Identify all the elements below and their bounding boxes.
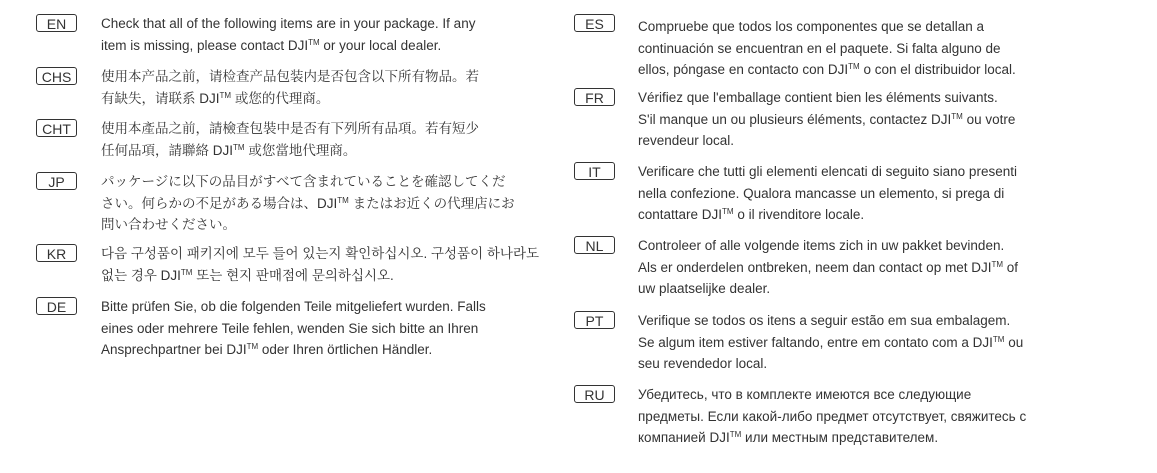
text-line: 使用本产品之前，请检查产品包装内是否包含以下所有物品。若 (101, 69, 479, 84)
entry-text (101, 66, 479, 109)
text-line: Bitte prüfen Sie, ob die folgenden Teile mitgeliefert wurden. Falls (101, 299, 486, 314)
language-code-badge: KR (36, 244, 77, 262)
language-code-badge: ES (574, 14, 615, 32)
language-code-badge: CHS (36, 67, 77, 85)
entry-text (638, 310, 1023, 375)
entry-text (101, 118, 479, 161)
text-line: ellos, póngase en contacto con DJI™ o con el distribuidor local. (638, 62, 1016, 77)
language-code-badge: JP (36, 172, 77, 190)
entry-text (638, 16, 1016, 81)
text-line: 有缺失，请联系 DJI™ 或您的代理商。 (101, 90, 330, 106)
text-line: предметы. Если какой-либо предмет отсутствует, свяжитесь с (638, 408, 1027, 424)
text-line: Als er onderdelen ontbreken, neem dan contact op met DJI™ of (638, 259, 1019, 275)
text-line: Ansprechpartner bei DJI™ oder Ihren örtlichen Händler. (101, 342, 433, 357)
text-line: 問い合わせください。 (101, 217, 236, 232)
text-line: компанией DJI™ или местным представителем. (638, 430, 939, 445)
text-line: continuación se encuentran en el paquete. Si falta alguno de (638, 40, 1001, 56)
text-line: nella confezione. Qualora mancasse un elemento, si prega di (638, 185, 1005, 201)
text-line: seu revendedor local. (638, 356, 768, 371)
entry-text (638, 161, 1017, 226)
entry-text (101, 171, 515, 236)
text-line: パッケージに以下の品目がすべて含まれていることを確認してくだ (101, 174, 506, 189)
text-line: Se algum item estiver faltando, entre em contato com a DJI™ ou (638, 334, 1024, 350)
text-line: Vérifiez que l'emballage contient bien les éléments suivants. (638, 90, 998, 105)
language-code-badge: DE (36, 297, 77, 315)
text-line: Compruebe que todos los componentes que se detallan a (638, 19, 984, 34)
language-code-badge: CHT (36, 119, 77, 137)
text-line: 使用本產品之前，請檢查包裝中是否有下列所有品項。若有短少 (101, 121, 479, 136)
language-code-badge: FR (574, 88, 615, 106)
text-line: S'il manque un ou plusieurs éléments, contactez DJI™ ou votre (638, 111, 1016, 127)
text-line: 없는 경우 DJI™ 또는 현지 판매점에 문의하십시오. (101, 267, 394, 283)
language-code-badge: EN (36, 14, 77, 32)
text-line: eines oder mehrere Teile fehlen, wenden Sie sich bitte an Ihren (101, 320, 479, 336)
text-line: 다음 구성품이 패키지에 모두 들어 있는지 확인하십시오. 구성품이 하나라도 (101, 246, 540, 261)
text-line: item is missing, please contact DJI™ or your local dealer. (101, 37, 442, 53)
text-line: Check that all of the following items are in your package. If any (101, 16, 476, 31)
entry-text (101, 13, 475, 56)
text-line: Verificare che tutti gli elementi elencati di seguito siano presenti (638, 164, 1017, 179)
entry-text (638, 87, 1015, 152)
entry-text (638, 384, 1026, 449)
text-line: Verifique se todos os itens a seguir estão em sua embalagem. (638, 313, 1011, 328)
text-line: さい。何らかの不足がある場合は、DJI™ またはお近くの代理店にお (101, 195, 515, 211)
text-line: contattare DJI™ o il rivenditore locale. (638, 207, 865, 222)
entry-text (101, 296, 486, 361)
text-line: uw plaatselijke dealer. (638, 281, 771, 296)
text-line: revendeur local. (638, 133, 735, 148)
entry-text (638, 235, 1018, 300)
text-line: Controleer of alle volgende items zich in uw pakket bevinden. (638, 238, 1005, 253)
language-code-badge: IT (574, 162, 615, 180)
text-line: Убедитесь, что в комплекте имеются все следующие (638, 387, 972, 402)
text-line: 任何品項，請聯絡 DJI™ 或您當地代理商。 (101, 142, 357, 158)
entry-text (101, 243, 539, 286)
language-code-badge: NL (574, 236, 615, 254)
language-code-badge: PT (574, 311, 615, 329)
language-code-badge: RU (574, 385, 615, 403)
